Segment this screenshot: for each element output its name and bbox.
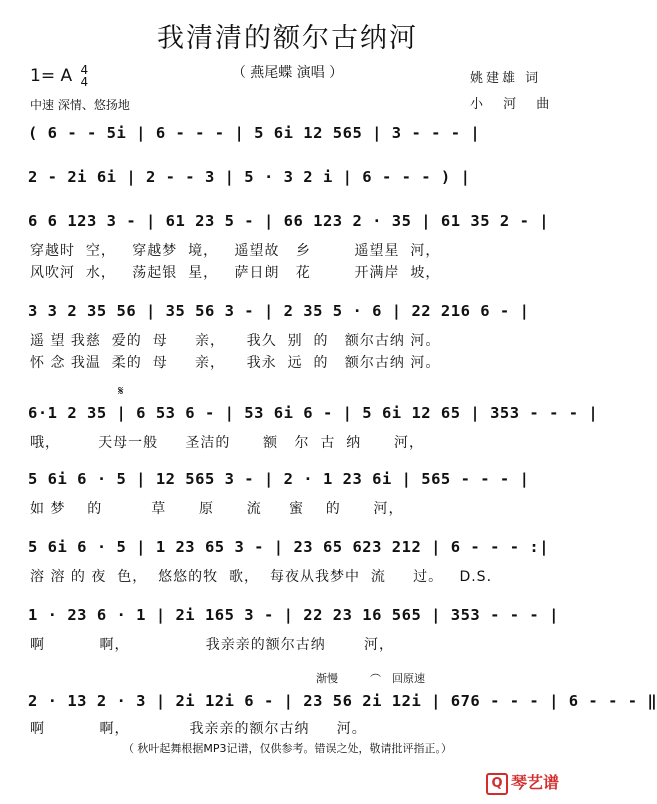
tempo-marking: 中速 深情、悠扬地 [30,98,130,112]
lyric-line-7: 溶 溶 的 夜 色， 悠悠的牧 歌， 每夜从我梦中 流 过。 D.S. [30,569,493,585]
song-title: 我清清的额尔古纳河 [157,23,418,54]
lyric-line-4a: 遥 望 我慈 爱的 母 亲， 我久 别 的 额尔古纳 河。 [30,333,441,349]
time-bottom: 4 [80,75,89,89]
notation-line-5: 6·1 2 35 | 6 53 6 - | 53 6i 6 - | 5 6i 12 65 | 353 - - - | [28,404,599,422]
notation-line-8: 1 · 23 6 · 1 | 2i 165 3 - | 22 23 16 565 | 353 - - - | [28,606,559,624]
key-signature [30,64,88,88]
time-top: 4 [80,63,89,77]
segno-sign: 𝄋 [118,384,124,399]
lyricist-credit: 姚建雄 词 [470,71,542,86]
notation-line-7: 5 6i 6 · 5 | 1 23 65 3 - | 23 65 623 212 | 6 - - - :| [28,538,550,556]
lyric-line-6: 如 梦 的 草 原 流 蜜 的 河， [30,501,404,517]
a-tempo-marking: 回原速 [392,672,425,685]
notation-line-2: 2 - 2i 6i | 2 - - 3 | 5 · 3 2 i | 6 - - - ) | [28,168,471,186]
lyric-line-9: 啊 啊， 我亲亲的额尔古纳 河。 [30,721,367,737]
notation-line-6: 5 6i 6 · 5 | 12 565 3 - | 2 · 1 23 6i | 565 - - - | [28,470,530,488]
notation-line-1: ( 6 - - 5i | 6 - - - | 5 6i 12 565 | 3 - - - | [28,124,481,142]
singer-credit: （ 燕尾蝶 演唱 ） [231,65,344,81]
logo-text: 琴艺谱 [511,773,560,792]
composer-credit: 小 河 曲 [470,97,558,112]
time-signature [81,64,89,88]
ritardando-marking: 渐慢 [316,672,338,685]
site-logo [486,770,559,795]
transcription-note: （ 秋叶起舞根据MP3记谱，仅供参考。错误之处，敬请批评指正。） [122,742,453,755]
notation-line-9: 2 · 13 2 · 3 | 2i 12i 6 - | 23 56 2i 12i | 676 - - - | 6 - - - ‖ [28,692,657,710]
notation-line-3: 6 6 123 3 - | 61 23 5 - | 66 123 2 · 35 | 61 35 2 - | [28,212,550,230]
lyric-line-4b: 怀 念 我温 柔的 母 亲， 我永 远 的 额尔古纳 河。 [30,355,441,371]
lyric-line-3b: 风吹河 水， 荡起银 星， 萨日朗 花 开满岸 坡， [30,265,441,281]
lyric-line-3a: 穿越时 空， 穿越梦 境， 遥望故 乡 遥望星 河， [30,243,441,259]
logo-icon: Q [486,773,508,795]
fermata-sign: ︵ [370,666,381,679]
notation-line-4: 3 3 2 35 56 | 35 56 3 - | 2 35 5 · 6 | 22 216 6 - | [28,302,530,320]
lyric-line-5: 哦， 天母一般 圣洁的 额 尔 古 纳 河， [30,435,424,451]
lyric-line-8: 啊 啊， 我亲亲的额尔古纳 河， [30,637,394,653]
key-label: 1= A [30,66,73,86]
